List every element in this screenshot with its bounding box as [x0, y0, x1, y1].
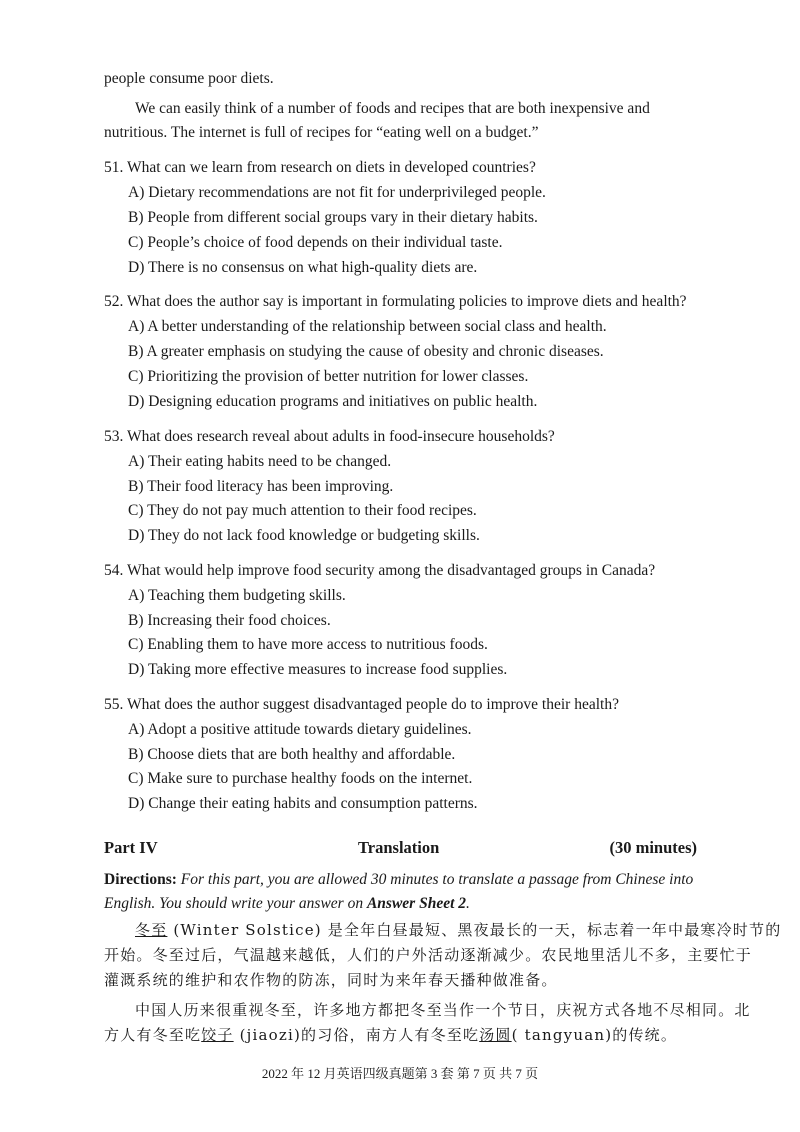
- translation-term: 汤圆: [479, 1026, 512, 1044]
- translation-text: (jiaozi)的习俗，南方人有冬至吃: [233, 1026, 480, 1044]
- translation-line: 开始。冬至过后，气温越来越低，人们的户外活动逐渐减少。农民地里活儿不多，主要忙于: [104, 946, 753, 964]
- answer-option: B) Increasing their food choices.: [128, 612, 331, 629]
- translation-term: 饺子: [201, 1026, 234, 1044]
- translation-text: ( tangyuan)的传统。: [511, 1026, 678, 1044]
- part-header: [104, 838, 697, 860]
- answer-option: A) Adopt a positive attitude towards dietary guidelines.: [128, 721, 472, 738]
- answer-option: A) Teaching them budgeting skills.: [128, 587, 346, 604]
- answer-option: C) Prioritizing the provision of better nutrition for lower classes.: [128, 368, 529, 385]
- answer-option: B) A greater emphasis on studying the cause of obesity and chronic diseases.: [128, 343, 604, 360]
- translation-line: 灌溉系统的维护和农作物的防冻，同时为来年春天播种做准备。: [104, 971, 558, 989]
- translation-line: 中国人历来很重视冬至，许多地方都把冬至当作一个节日，庆祝方式各地不尽相同。北: [135, 1001, 751, 1019]
- answer-option: D) There is no consensus on what high-quality diets are.: [128, 259, 478, 276]
- page-footer: 2022 年 12 月英语四级真题第 3 套 第 7 页 共 7 页: [261, 1066, 539, 1081]
- answer-option: A) Dietary recommendations are not fit for underprivileged people.: [128, 184, 546, 201]
- answer-option: B) People from different social groups vary in their dietary habits.: [128, 209, 538, 226]
- answer-sheet-ref: Answer Sheet 2: [366, 895, 467, 912]
- passage-line: We can easily think of a number of foods and recipes that are both inexpensive and: [135, 100, 650, 117]
- directions-text: .: [466, 895, 470, 912]
- directions-label: Directions:: [104, 871, 177, 888]
- directions-text: For this part, you are allowed 30 minutes to translate a passage from Chinese into: [180, 871, 694, 888]
- translation-term: 冬至: [135, 921, 168, 939]
- part-label: Part IV: [104, 838, 158, 857]
- question-stem: 53. What does research reveal about adults in food-insecure households?: [104, 428, 555, 445]
- answer-option: A) Their eating habits need to be changed.: [128, 453, 392, 470]
- translation-text: (Winter Solstice) 是全年白昼最短、黑夜最长的一天，标志着一年中最寒冷时节的: [167, 921, 782, 939]
- part-title: Translation: [358, 838, 440, 857]
- answer-option: D) They do not lack food knowledge or budgeting skills.: [128, 527, 480, 544]
- translation-text: 方人有冬至吃: [104, 1026, 202, 1044]
- answer-option: B) Choose diets that are both healthy and affordable.: [128, 746, 456, 763]
- question-stem: 54. What would help improve food security among the disadvantaged groups in Canada?: [104, 562, 656, 579]
- answer-option: D) Change their eating habits and consumption patterns.: [128, 795, 478, 812]
- passage-line: people consume poor diets.: [104, 70, 274, 87]
- answer-option: D) Designing education programs and initiatives on public health.: [128, 393, 538, 410]
- question-stem: 55. What does the author suggest disadvantaged people do to improve their health?: [104, 696, 619, 713]
- answer-option: C) People’s choice of food depends on their individual taste.: [128, 234, 503, 251]
- answer-option: B) Their food literacy has been improving.: [128, 478, 394, 495]
- part-time: (30 minutes): [609, 838, 697, 857]
- answer-option: C) They do not pay much attention to their food recipes.: [128, 502, 477, 519]
- question-stem: 52. What does the author say is important in formulating policies to improve diets and health?: [104, 293, 687, 310]
- translation-line: [104, 1025, 677, 1045]
- answer-option: A) A better understanding of the relationship between social class and health.: [128, 318, 607, 335]
- directions-text: English. You should write your answer on: [104, 895, 367, 912]
- question-stem: 51. What can we learn from research on diets in developed countries?: [104, 159, 536, 176]
- answer-option: D) Taking more effective measures to increase food supplies.: [128, 661, 508, 678]
- answer-option: C) Enabling them to have more access to nutritious foods.: [128, 636, 488, 653]
- directions-line: [104, 870, 693, 890]
- answer-option: C) Make sure to purchase healthy foods on the internet.: [128, 770, 473, 787]
- directions-line: [104, 894, 470, 914]
- passage-line: nutritious. The internet is full of recipes for “eating well on a budget.”: [104, 124, 539, 141]
- translation-line: [135, 920, 781, 940]
